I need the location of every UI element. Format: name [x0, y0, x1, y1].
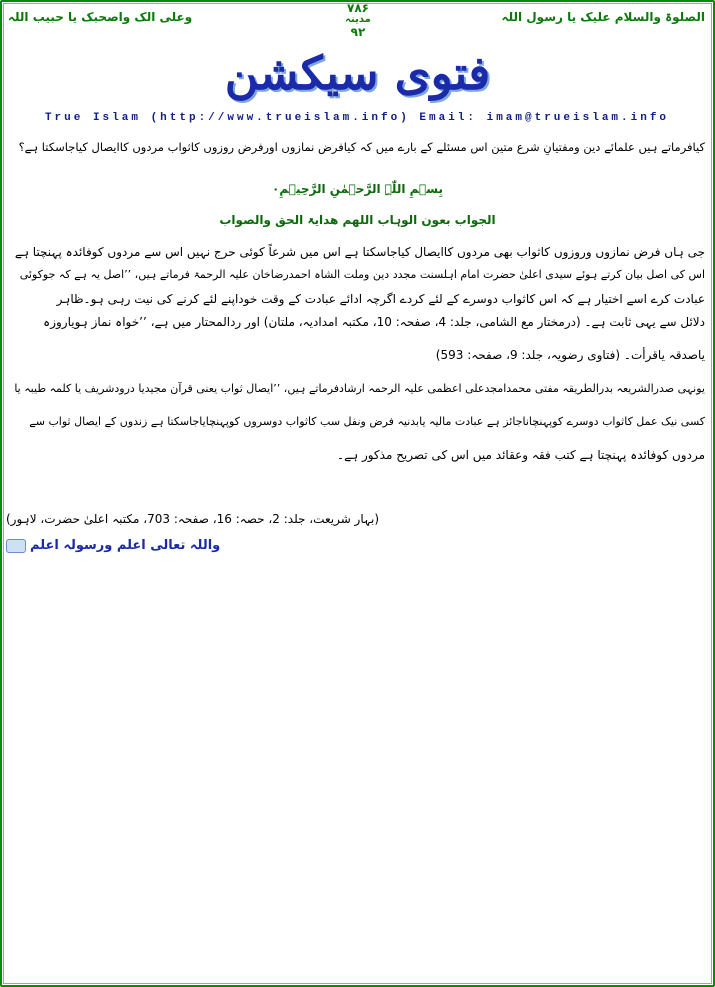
emblem-number-top: ۷۸۶: [347, 1, 369, 15]
contact-line: True Islam (http://www.trueislam.info) Email: imam@trueislam.info: [44, 112, 670, 124]
bismillah: بِسۡمِ اللّٰہِ الرَّحۡمٰنِ الرَّحِیۡمِ۰: [272, 182, 443, 196]
emblem-number-bottom: ۹۲: [350, 25, 366, 39]
answer-line: کسی نیک عمل کاثواب دوسرے کوپہنچاناجائز ہے عبادت مالیہ یابدنیہ فرض ونفل سب کاثواب دوسروں کوپہنچایاجاسکتا ہے زندوں کے ایصال ثواب سے: [29, 415, 705, 428]
answer-line: یونہی صدرالشریعہ بدرالطریقہ مفتی محمدامجدعلی اعظمی علیہ الرحمہ ارشادفرماتے ہیں، ’’ایصال ثواب یعنی قرآن مجیدیا درودشریف یا کلمہ طیبہ یا: [14, 382, 705, 395]
reference-citation: (بہار شریعت، جلد: 2، حصہ: 16، صفحہ: 703، مکتبہ اعلیٰ حضرت، لاہور): [6, 512, 380, 526]
question-text: کیافرماتے ہیں علمائے دین ومفتیانِ شرع متین اس مسئلے کے بارے میں کہ کیافرض نمازوں اورفرض روزوں کاثواب مردوں کاایصال کیاجاسکتا ہے؟: [18, 140, 705, 154]
emblem-word: مدینہ: [345, 14, 371, 25]
answer-line: جی ہاں فرض نمازوں وروزوں کاثواب بھی مردوں کاایصال کیاجاسکتا ہے اس میں شرعاً کوئی حرج نہیں اس سے مردوں کوفائدہ پہنچتا ہے: [14, 245, 705, 259]
header-salutation-right: الصلوۃ والسلام علیک یا رسول اللہ: [501, 10, 705, 24]
answer-line: مردوں کوفائدہ پہنچتا ہے کتب فقہ وعقائد میں اس کی تصریح مذکور ہے۔: [337, 448, 705, 462]
header-center-emblem: [330, 2, 386, 38]
answer-line: دلائل سے یہی ثابت ہے۔ (درمختار مع الشامی، جلد: 4، صفحہ: 10، مکتبہ امدادیہ، ملتان) اور ردالمحتار میں ہے، ’’خواہ نماز ہویاروزہ: [43, 315, 705, 329]
closing-text: واللہ تعالی اعلم ورسولہ اعلم: [30, 538, 221, 553]
answer-line: یاصدقہ یاقرأت۔ (فتاوی رضویہ، جلد: 9، صفحہ: 593): [435, 348, 705, 362]
answer-line: اس کی اصل بیان کرتے ہوئے سیدی اعلیٰ حضرت امام اہلسنت مجدد دین وملت الشاہ احمدرضاخان علیہ الرحمۃ فرماتے ہیں، ’’اصل یہ ہے کہ جوکوئی: [19, 268, 705, 281]
answer-heading: الجواب بعون الوہاب اللھم ھدایۃ الحق والصواب: [219, 213, 496, 227]
answer-line: عبادت کرے اسے اختیار ہے کہ اس کاثواب دوسرے کے لئے کردے اگرچہ ادائے عبادت کے وقت خوداپنے لئے کرنے کی نیت رہی ہو۔ظاہر: [56, 292, 705, 306]
closing-line: [6, 538, 220, 553]
honorific-seal-icon: [6, 539, 26, 553]
page-title: فتوی سیکشن: [224, 46, 491, 100]
header-salutation-left: وعلی الک واصحبک یا حبیب اللہ: [8, 10, 193, 24]
